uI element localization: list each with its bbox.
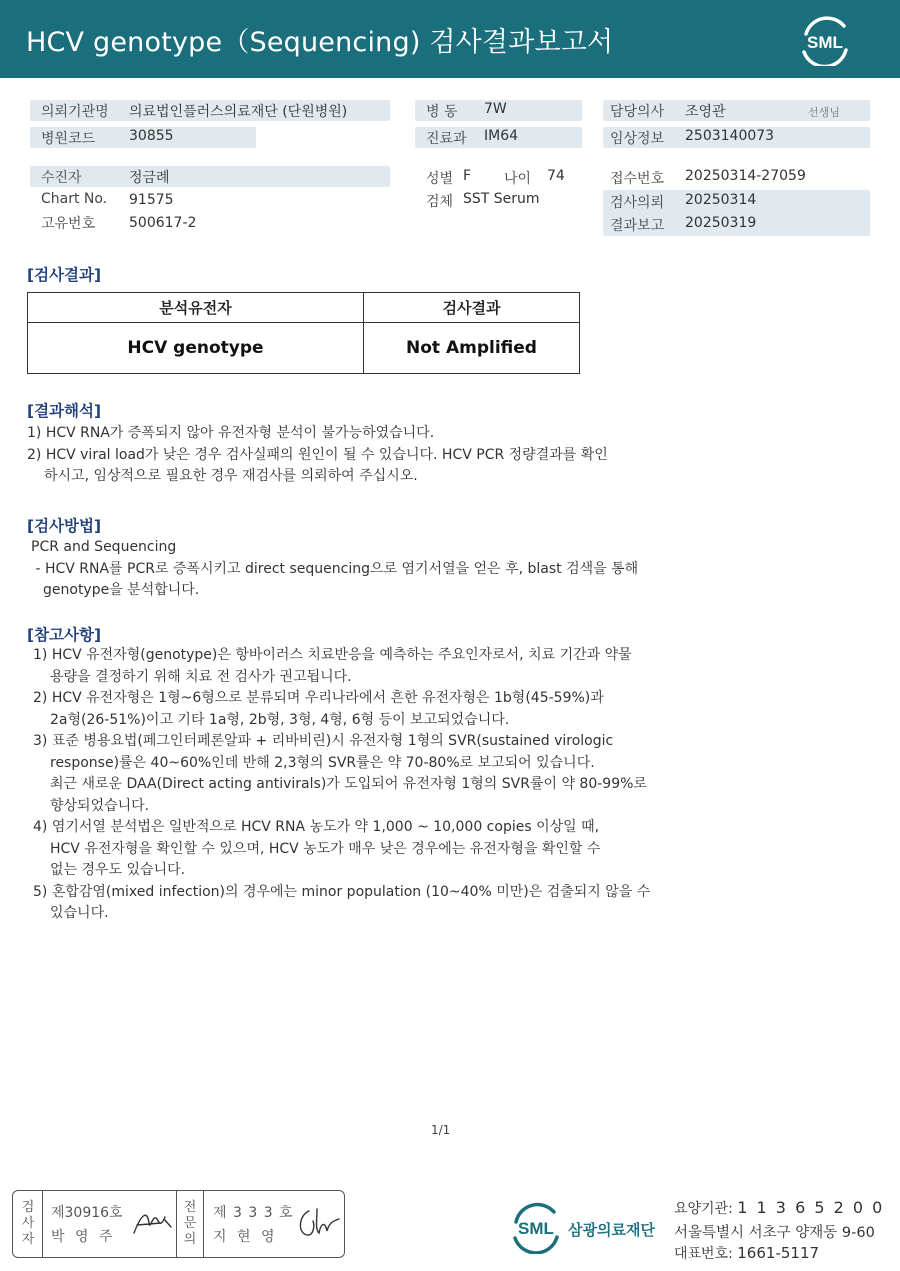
chart-no-label: Chart No. (41, 191, 108, 207)
specialist-license-no: 제 3 3 3 호 (213, 1205, 294, 1221)
sex-value: F (463, 168, 472, 184)
unique-no-value: 500617-2 (129, 215, 197, 231)
reference-line: 4) 염기서열 분석법은 일반적으로 HCV RNA 농도가 약 1,000 ~ 10,000 copies 이상일 때, (33, 819, 600, 835)
divider (203, 1191, 204, 1257)
signature-box (12, 1190, 345, 1258)
sml-footer-logo-icon (508, 1200, 564, 1254)
method-line: genotype을 분석합니다. (43, 582, 200, 598)
reference-line: 2) HCV 유전자형은 1형~6형으로 분류되며 우리나라에서 흔한 유전자형은 1b형(45-59%)과 (33, 690, 604, 706)
reference-line: 없는 경우도 있습니다. (50, 862, 186, 878)
svg-text:SML: SML (807, 33, 843, 52)
interpretation-text (27, 423, 608, 488)
request-value: 20250314 (685, 192, 757, 208)
sex-label: 성별 (426, 171, 454, 187)
age-value: 74 (547, 168, 565, 184)
examiner-license-no: 제30916호 (51, 1205, 123, 1221)
specimen-value: SST Serum (463, 191, 540, 207)
interpretation-line: 2) HCV viral load가 낮은 경우 검사실패의 원인이 될 수 있습니다. HCV PCR 정량결과를 확인 (27, 446, 608, 463)
hospital-code-label: 병원코드 (41, 131, 96, 147)
examiner-signature-icon (131, 1205, 173, 1239)
sml-logo-icon (796, 12, 854, 66)
specialist-vertical-label: 전 문 의 (183, 1200, 197, 1247)
table-row (28, 323, 580, 374)
reference-line: 최근 새로운 DAA(Direct acting antivirals)가 도입되어 유전자형 1형의 SVR률이 약 80-99%로 (50, 776, 647, 792)
specialist-name: 지 현 영 (213, 1229, 278, 1245)
result-cell: Not Amplified (364, 323, 580, 374)
method-section-title: [검사방법] (27, 517, 102, 535)
unique-no-label: 고유번호 (41, 216, 96, 232)
receipt-label: 접수번호 (610, 171, 665, 187)
footer-phone: 대표번호: 1661-5117 (674, 1244, 820, 1262)
reference-line: 5) 혼합감염(mixed infection)의 경우에는 minor population (10~40% 미만)은 검출되지 않을 수 (33, 883, 651, 900)
ward-value: 7W (484, 101, 507, 117)
divider (176, 1191, 177, 1257)
hospital-code-value: 30855 (129, 128, 174, 144)
results-section-title: [검사결과] (27, 266, 102, 284)
report-date-value: 20250319 (685, 215, 757, 231)
method-line: PCR and Sequencing (31, 539, 177, 555)
footer-org-name: 삼광의료재단 (568, 1221, 655, 1239)
receipt-value: 20250314-27059 (685, 168, 806, 184)
doctor-label: 담당의사 (610, 104, 665, 120)
col-result-header: 검사결과 (364, 293, 580, 323)
institution-value: 의료법인플러스의료재단 (단원병원) (129, 104, 348, 120)
doctor-suffix: 선생님 (808, 106, 840, 119)
reference-line: 용량을 결정하기 위해 치료 전 검사가 권고됩니다. (50, 668, 352, 685)
dept-label: 진료과 (426, 131, 467, 147)
report-date-label: 결과보고 (610, 218, 665, 234)
chart-no-value: 91575 (129, 192, 174, 208)
page-number: 1/1 (431, 1123, 451, 1137)
dept-value: IM64 (484, 128, 519, 144)
reference-line: 3) 표준 병용요법(페그인터페론알파 + 리바비린)시 유전자형 1형의 SVR(sustained virologic (33, 733, 614, 749)
specimen-label: 검체 (426, 194, 454, 210)
reference-text (33, 645, 650, 925)
interpretation-line: 1) HCV RNA가 증폭되지 않아 유전자형 분석이 불가능하였습니다. (27, 425, 435, 441)
examiner-name: 박 영 주 (51, 1229, 116, 1245)
institution-label: 의뢰기관명 (41, 104, 109, 120)
interpretation-section-title: [결과해석] (27, 402, 102, 420)
col-gene-header: 분석유전자 (28, 293, 364, 323)
patient-value: 정금례 (129, 170, 170, 186)
request-label: 검사의뢰 (610, 195, 665, 211)
examiner-vertical-label: 검 사 자 (21, 1200, 35, 1247)
reference-line: HCV 유전자형을 확인할 수 있으며, HCV 농도가 매우 낮은 경우에는 유전자형을 확인할 수 (50, 840, 601, 857)
reference-line: response)률은 40~60%인데 반해 2,3형의 SVR률은 약 70-80%로 보고되어 있습니다. (50, 754, 595, 771)
table-header-row (28, 293, 580, 323)
method-text (31, 537, 638, 602)
reference-line: 있습니다. (50, 905, 109, 921)
footer-address: 서울특별시 서초구 양재동 9-60 (674, 1225, 875, 1241)
age-label: 나이 (504, 171, 532, 187)
specialist-signature-icon (295, 1203, 341, 1243)
reference-line: 2a형(26-51%)이고 기타 1a형, 2b형, 3형, 4형, 6형 등이 보고되었습니다. (50, 711, 510, 728)
divider (42, 1191, 43, 1257)
reference-section-title: [참고사항] (27, 626, 102, 644)
svg-text:SML: SML (518, 1219, 554, 1238)
report-header (0, 0, 900, 78)
method-line: - HCV RNA를 PCR로 증폭시키고 direct sequencing으로 염기서열을 얻은 후, blast 검색을 통해 (31, 560, 639, 577)
footer-care-no: 요양기관: 1 1 3 6 5 2 0 0 (674, 1198, 885, 1217)
patient-label: 수진자 (41, 170, 82, 186)
doctor-value: 조영관 (685, 104, 726, 120)
reference-line: 1) HCV 유전자형(genotype)은 항바이러스 치료반응을 예측하는 주요인자로서, 치료 기간과 약물 (33, 647, 632, 663)
ward-label: 병 동 (426, 104, 458, 120)
interpretation-line: 하시고, 임상적으로 필요한 경우 재검사를 의뢰하여 주십시오. (44, 468, 418, 484)
label-bar (30, 166, 390, 187)
report-title: HCV genotype（Sequencing) 검사결과보고서 (26, 27, 614, 58)
clinical-value: 2503140073 (685, 128, 775, 144)
gene-cell: HCV genotype (28, 323, 364, 374)
reference-line: 향상되었습니다. (50, 797, 150, 814)
results-table (27, 292, 580, 374)
clinical-label: 임상정보 (610, 131, 665, 147)
